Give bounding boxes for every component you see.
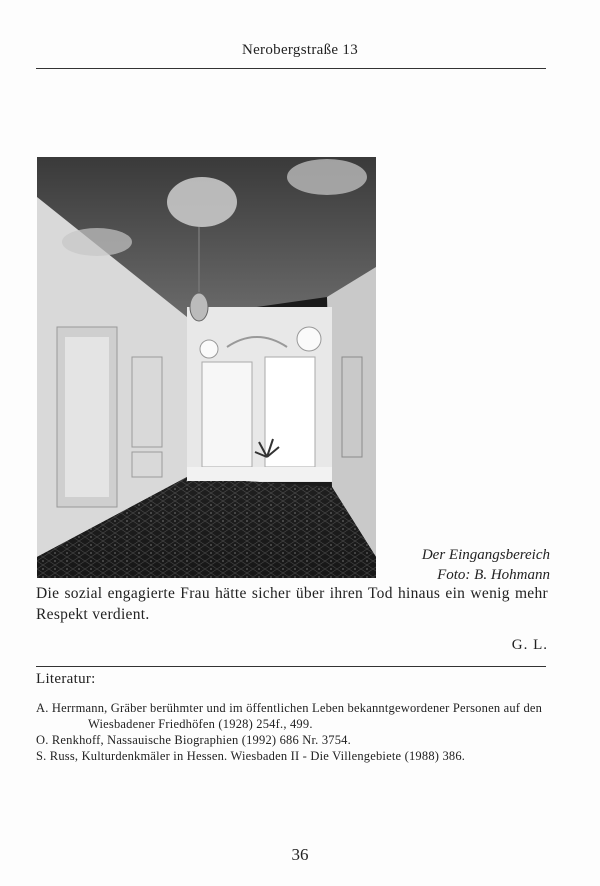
reference-item: S. Russ, Kulturdenkmäler in Hessen. Wiesbaden II - Die Villengebiete (1988) 386.: [36, 749, 466, 763]
reference-list: [36, 700, 551, 764]
caption-credit: Foto: B. Hohmann: [437, 567, 550, 583]
photo-caption: [380, 545, 550, 585]
literature-heading: Literatur:: [36, 671, 96, 687]
caption-title: Der Eingangsbereich: [421, 547, 550, 563]
page-number: 36: [291, 845, 309, 864]
page-header-title: Nerobergstraße 13: [241, 42, 359, 58]
author-initials: G. L.: [511, 637, 548, 653]
entrance-hall-photo: [37, 157, 376, 578]
reference-item: O. Renkhoff, Nassauische Biographien (1992) 686 Nr. 3754.: [36, 733, 351, 747]
header-rule: [36, 68, 546, 69]
literature-rule: [36, 666, 546, 667]
reference-item: A. Herrmann, Gräber berühmter und im öffentlichen Leben bekanntgewordener Personen auf den Wiesbadener Friedhöfen (1928) 254f., 499.: [36, 701, 543, 731]
body-paragraph: Die sozial engagierte Frau hätte sicher über ihren Tod hinaus ein wenig mehr Respekt verdient.: [36, 585, 548, 623]
